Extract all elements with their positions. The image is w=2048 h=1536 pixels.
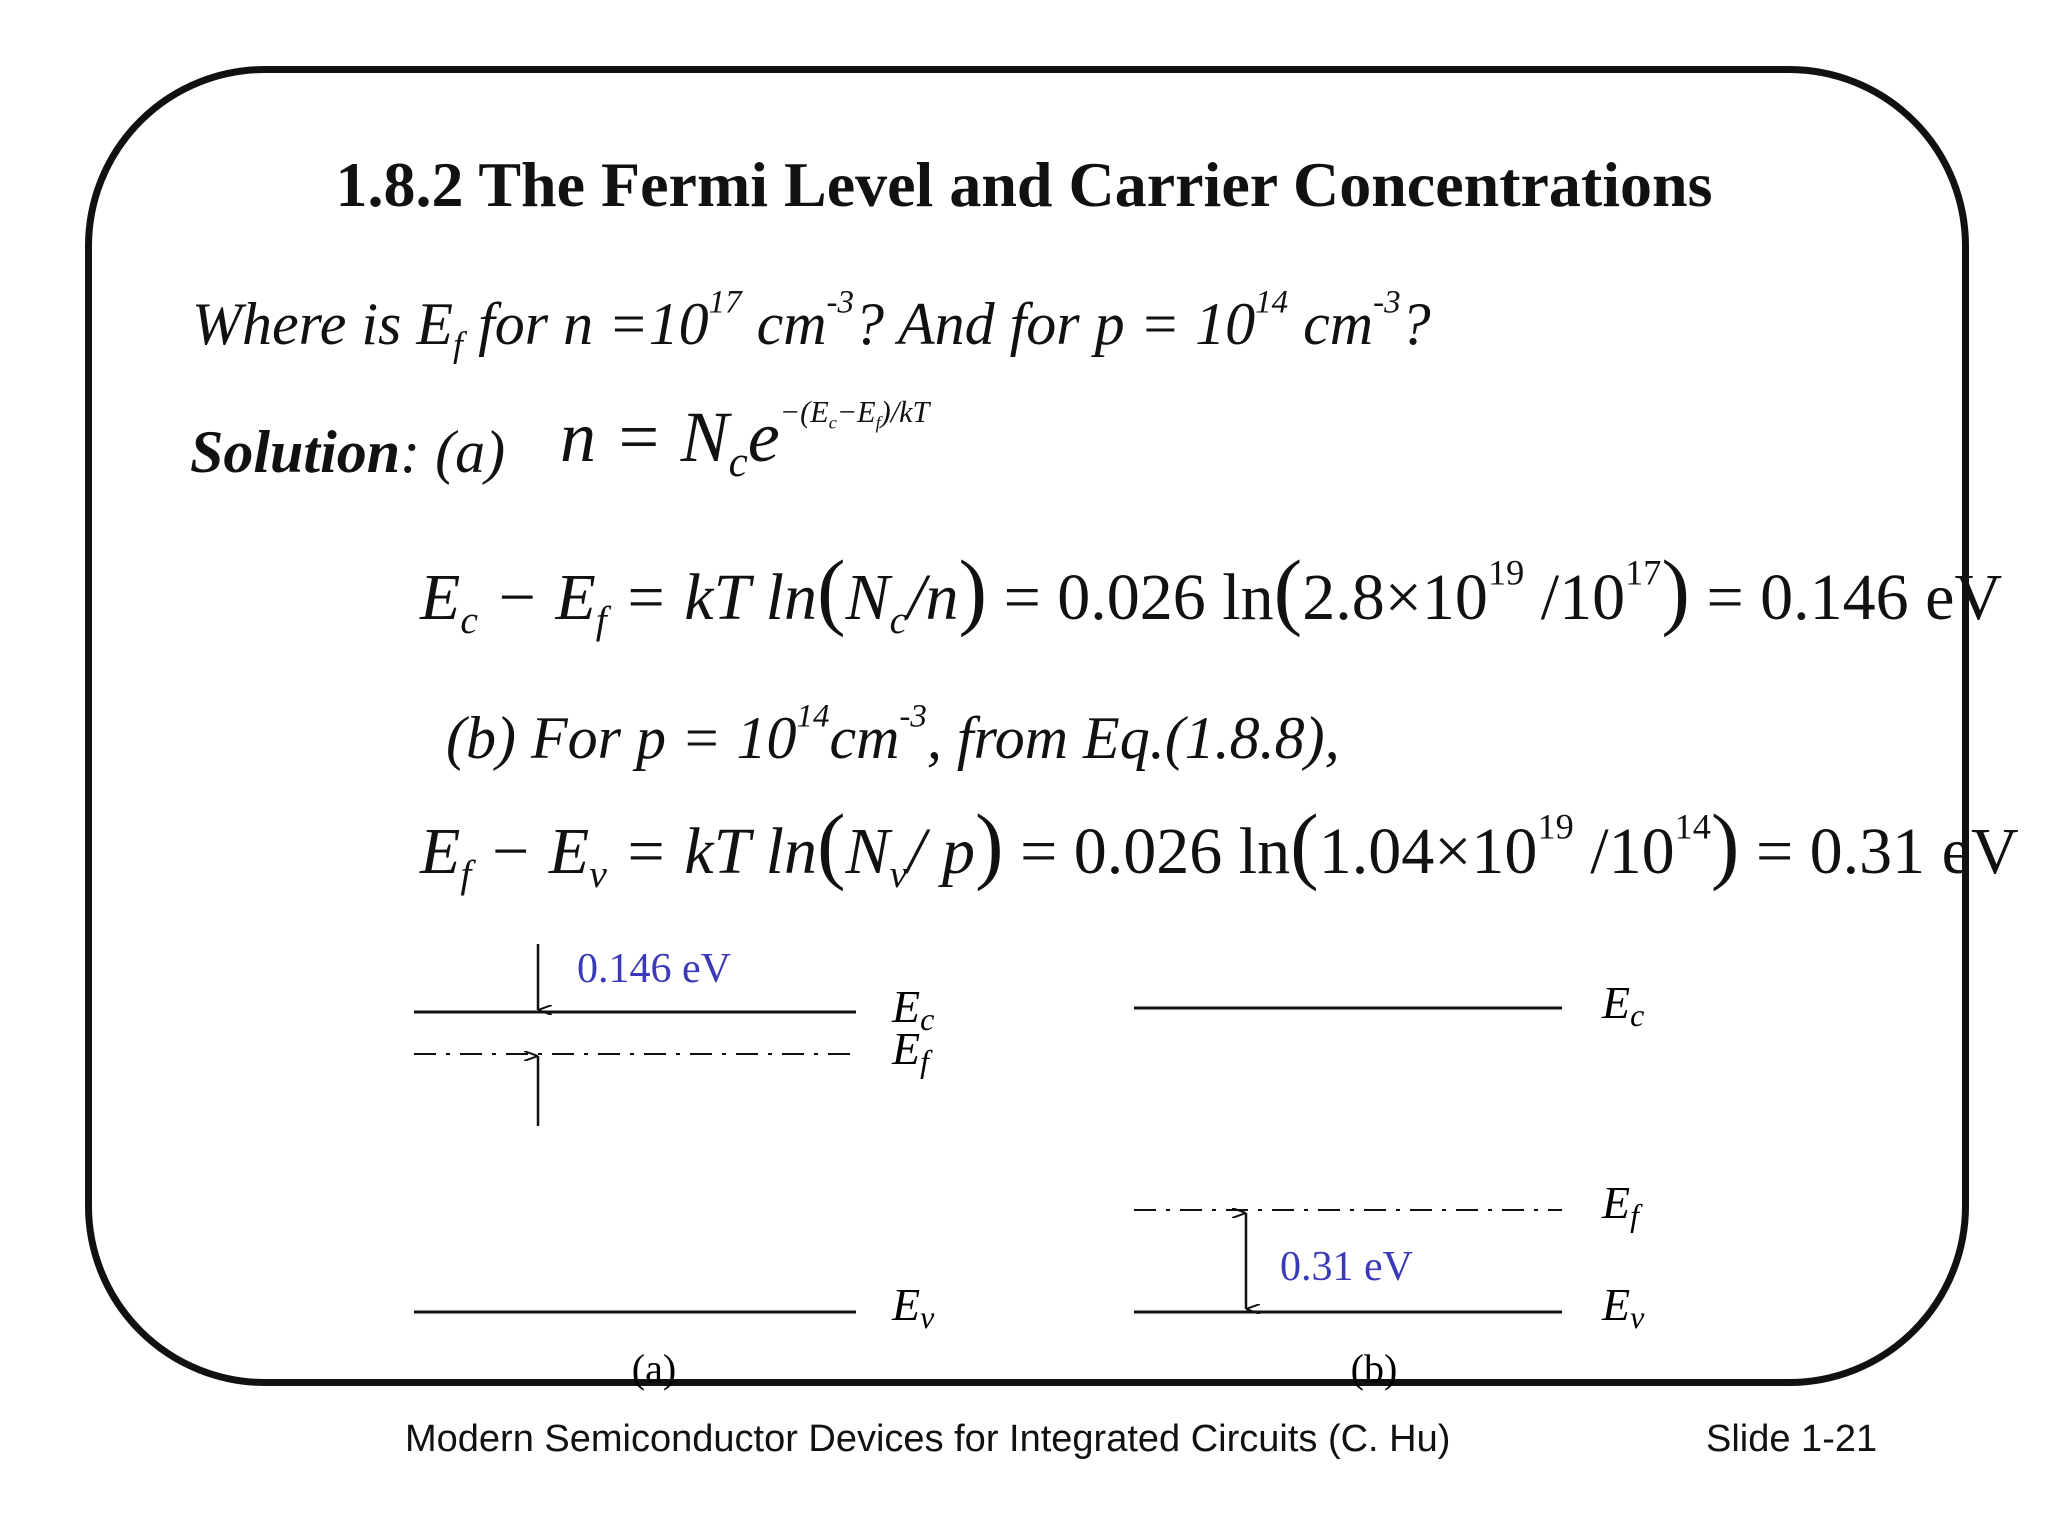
ec-label-b: Ec [1602,977,1645,1033]
diagram-b [1134,977,1645,1391]
equation-a: $E_c - E_f$ = kT $\ln(N_c/n) = 0.026$ $\ln(2.8\times 10^{19}$ $/10^{17}) = 0.146$ eV [420,543,2003,642]
question-text: Where is $E_f$ for $n =10^{17}$ $cm^{-3}$? And for $p = 10^{14}$ $cm^{-3}$? [192,284,1431,365]
ev-label-b: Ev [1602,1279,1645,1335]
footer-text: Modern Semiconductor Devices for Integrated Circuits (C. Hu) [405,1418,1451,1460]
slide-title: 1.8.2 The Fermi Level and Carrier Concentrations [335,149,1713,220]
ev-label-a: Ev [892,1279,935,1335]
gap-label-a: 0.146 eV [577,946,731,992]
ef-label-b: Ef [1602,1177,1639,1233]
gap-label-b: 0.31 eV [1280,1244,1413,1290]
solution-label: Solution: (a) [190,419,506,485]
diagram-a [414,944,935,1391]
part-b-text: (b) For $p = 10^{14}cm^{-3}$, from Eq.(1.8.8), [446,698,1340,771]
equation-b: $E_f - E_v$ = kT $\ln(N_v/$ p) = 0.026 $\ln(1.04\times 10^{19}$ $/10^{14}) = 0.31$ eV [420,797,2019,896]
ef-label-a: Ef [892,1023,929,1079]
ec-label-a: Ec [892,981,935,1037]
caption-a: (a) [631,1346,677,1391]
caption-b: (b) [1350,1346,1398,1391]
equation-n: $n = N_ce^{-(E_c-E_f)/kT}$ [560,394,930,487]
slide-number: Slide 1-21 [1706,1418,1878,1460]
